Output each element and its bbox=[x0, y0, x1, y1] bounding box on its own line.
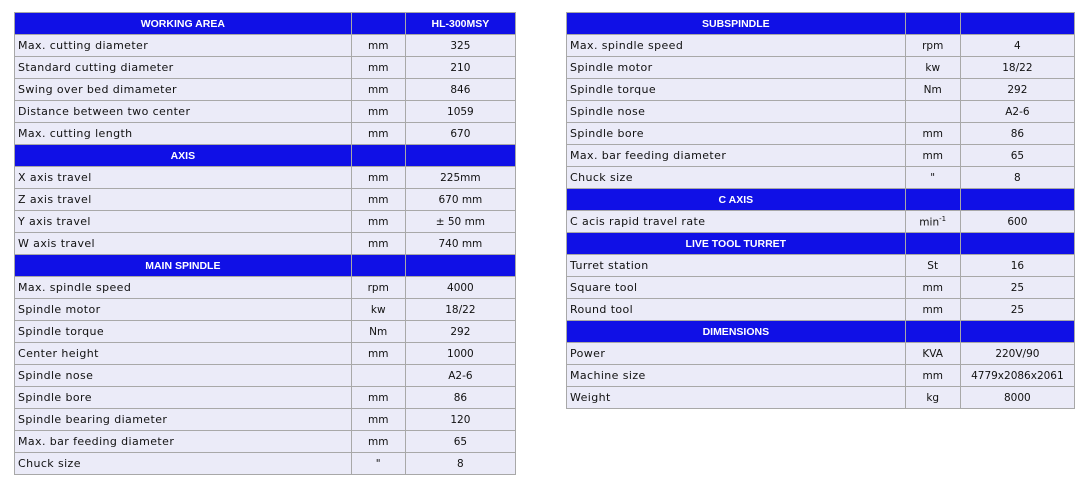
spec-value-text: 120 bbox=[450, 413, 471, 426]
spec-value bbox=[405, 79, 515, 101]
spec-row-spindle-motor bbox=[567, 57, 1075, 79]
spec-value-text: 4 bbox=[1014, 39, 1021, 52]
spec-name-text: Spindle torque bbox=[18, 325, 104, 338]
spec-value-text: 18/22 bbox=[445, 303, 476, 316]
spec-row-spindle-bearing-diameter bbox=[15, 409, 516, 431]
spec-name-text: W axis travel bbox=[18, 237, 96, 250]
spec-unit bbox=[351, 387, 405, 409]
spec-value-text: 1059 bbox=[447, 105, 474, 118]
spec-row-spindle-nose bbox=[567, 101, 1075, 123]
section-title-main-spindle-text: MAIN SPINDLE bbox=[145, 259, 221, 272]
spec-name-text: Machine size bbox=[570, 369, 646, 382]
spec-row-max-cutting-diameter bbox=[15, 35, 516, 57]
spec-value-text: 670 bbox=[450, 127, 471, 140]
spec-row-w-axis-travel bbox=[15, 233, 516, 255]
spec-name-text: Power bbox=[570, 347, 606, 360]
spec-value-text: 86 bbox=[453, 391, 468, 404]
spec-name bbox=[15, 321, 352, 343]
spec-unit-text: KVA bbox=[922, 347, 943, 360]
section-header-axis bbox=[15, 145, 516, 167]
section-header-live-tool-turret bbox=[567, 233, 1075, 255]
spec-value-text: 670 mm bbox=[438, 193, 483, 206]
section-title-dimensions bbox=[567, 321, 906, 343]
spec-unit bbox=[905, 57, 960, 79]
spec-unit bbox=[351, 365, 405, 387]
spec-row-z-axis-travel bbox=[15, 189, 516, 211]
spec-value-text: 740 mm bbox=[438, 237, 483, 250]
spec-unit bbox=[351, 101, 405, 123]
spec-value-text: 292 bbox=[450, 325, 471, 338]
section-header-subspindle bbox=[567, 13, 1075, 35]
spec-unit-text: mm bbox=[367, 171, 389, 184]
spec-name bbox=[15, 79, 352, 101]
spec-row-standard-cutting-diameter bbox=[15, 57, 516, 79]
section-title-subspindle bbox=[567, 13, 906, 35]
spec-unit-text: mm bbox=[922, 369, 943, 382]
spec-unit-text: mm bbox=[922, 281, 943, 294]
spec-name bbox=[567, 299, 906, 321]
spec-name-text: Max. cutting diameter bbox=[18, 39, 149, 52]
spec-value bbox=[405, 189, 515, 211]
spec-name-text: Swing over bed dimameter bbox=[18, 83, 177, 96]
spec-value-text: 65 bbox=[1010, 149, 1025, 162]
spec-unit-text: mm bbox=[367, 39, 389, 52]
section-value-header-working-area-text: HL-300MSY bbox=[431, 17, 490, 30]
spec-name-text: Y axis travel bbox=[18, 215, 91, 228]
spec-value bbox=[405, 409, 515, 431]
spec-unit bbox=[351, 189, 405, 211]
spec-row-distance-between-two-center bbox=[15, 101, 516, 123]
spec-name-text: Spindle motor bbox=[18, 303, 101, 316]
spec-name-text: Spindle motor bbox=[570, 61, 653, 74]
spec-value-text: 65 bbox=[453, 435, 468, 448]
spec-name-text: X axis travel bbox=[18, 171, 92, 184]
spec-value-text: 25 bbox=[1010, 281, 1025, 294]
spec-name bbox=[567, 79, 906, 101]
spec-unit bbox=[351, 277, 405, 299]
spec-value bbox=[405, 167, 515, 189]
spec-name-text: Spindle bearing diameter bbox=[18, 413, 168, 426]
section-value-header-axis bbox=[405, 145, 515, 167]
spec-value-text: 16 bbox=[1010, 259, 1025, 272]
spec-name bbox=[567, 211, 906, 233]
section-title-live-tool-turret bbox=[567, 233, 906, 255]
section-title-working-area bbox=[15, 13, 352, 35]
section-title-subspindle-text: SUBSPINDLE bbox=[701, 17, 770, 30]
spec-value bbox=[405, 343, 515, 365]
spec-value bbox=[960, 57, 1074, 79]
spec-value-text: 8 bbox=[1014, 171, 1021, 184]
spec-unit bbox=[351, 299, 405, 321]
spec-table-right-body bbox=[567, 13, 1075, 409]
spec-name-text: Chuck size bbox=[18, 457, 81, 470]
spec-name-text: Max. bar feeding diameter bbox=[570, 149, 727, 162]
spec-value bbox=[960, 277, 1074, 299]
spec-value-text: A2-6 bbox=[1005, 105, 1030, 118]
spec-name bbox=[15, 167, 352, 189]
spec-unit bbox=[351, 79, 405, 101]
spec-row-swing-over-bed-dimameter bbox=[15, 79, 516, 101]
spec-name bbox=[15, 453, 352, 475]
spec-unit-text: Nm bbox=[369, 325, 388, 338]
spec-name bbox=[567, 35, 906, 57]
spec-row-spindle-nose bbox=[15, 365, 516, 387]
spec-name-text: Distance between two center bbox=[18, 105, 191, 118]
section-title-working-area-text: WORKING AREA bbox=[140, 17, 225, 30]
section-title-c-axis bbox=[567, 189, 906, 211]
spec-value-text: 86 bbox=[1010, 127, 1025, 140]
spec-value-text: 8 bbox=[457, 457, 464, 470]
spec-unit-text: mm bbox=[922, 149, 943, 162]
spec-unit-text: mm bbox=[922, 303, 943, 316]
spec-row-square-tool bbox=[567, 277, 1075, 299]
section-value-header-working-area bbox=[405, 13, 515, 35]
spec-unit-text: mm bbox=[367, 193, 389, 206]
section-title-main-spindle bbox=[15, 255, 352, 277]
spec-unit-text: mm bbox=[367, 61, 389, 74]
spec-unit-text: kg bbox=[926, 391, 940, 404]
spec-value bbox=[960, 79, 1074, 101]
spec-unit bbox=[351, 167, 405, 189]
spec-value bbox=[960, 365, 1074, 387]
spec-value-text: 600 bbox=[1007, 215, 1028, 228]
spec-unit-text: mm bbox=[367, 413, 389, 426]
spec-unit-text: mm bbox=[367, 237, 389, 250]
section-header-c-axis bbox=[567, 189, 1075, 211]
section-unit-header-working-area bbox=[351, 13, 405, 35]
spec-name-text: Square tool bbox=[570, 281, 638, 294]
spec-name-text: Standard cutting diameter bbox=[18, 61, 174, 74]
section-title-dimensions-text: DIMENSIONS bbox=[702, 325, 770, 338]
spec-value-text: 325 bbox=[450, 39, 471, 52]
spec-name bbox=[567, 123, 906, 145]
spec-value bbox=[960, 101, 1074, 123]
spec-name-text: Spindle nose bbox=[18, 369, 94, 382]
section-header-working-area bbox=[15, 13, 516, 35]
spec-unit bbox=[905, 101, 960, 123]
spec-name bbox=[567, 277, 906, 299]
spec-name-text: Chuck size bbox=[570, 171, 633, 184]
spec-row-spindle-bore bbox=[567, 123, 1075, 145]
spec-name bbox=[15, 101, 352, 123]
spec-name bbox=[567, 343, 906, 365]
spec-value bbox=[405, 453, 515, 475]
spec-name-text: Z axis travel bbox=[18, 193, 92, 206]
spec-unit-text: mm bbox=[367, 435, 389, 448]
section-header-dimensions bbox=[567, 321, 1075, 343]
spec-value bbox=[405, 277, 515, 299]
spec-row-turret-station bbox=[567, 255, 1075, 277]
spec-row-max-bar-feeding-diameter bbox=[567, 145, 1075, 167]
spec-row-spindle-torque bbox=[567, 79, 1075, 101]
section-value-header-dimensions bbox=[960, 321, 1074, 343]
spec-name-text: Spindle nose bbox=[570, 105, 646, 118]
spec-name-text: Turret station bbox=[570, 259, 649, 272]
section-unit-header-subspindle bbox=[905, 13, 960, 35]
spec-value bbox=[960, 299, 1074, 321]
spec-name bbox=[15, 343, 352, 365]
spec-value-text: 292 bbox=[1007, 83, 1028, 96]
spec-name bbox=[15, 277, 352, 299]
spec-row-max-cutting-length bbox=[15, 123, 516, 145]
spec-name bbox=[567, 387, 906, 409]
spec-value bbox=[405, 299, 515, 321]
spec-value-text: 846 bbox=[450, 83, 471, 96]
spec-name-text: Max. spindle speed bbox=[570, 39, 684, 52]
spec-table-right bbox=[566, 12, 1075, 409]
spec-value bbox=[960, 145, 1074, 167]
spec-unit-text: rpm bbox=[367, 281, 389, 294]
spec-unit-text: mm bbox=[367, 215, 389, 228]
spec-unit bbox=[351, 123, 405, 145]
spec-name-text: Max. cutting length bbox=[18, 127, 133, 140]
spec-unit-text: " bbox=[375, 457, 381, 470]
spec-name-text: Spindle bore bbox=[570, 127, 644, 140]
spec-row-power bbox=[567, 343, 1075, 365]
spec-value bbox=[960, 167, 1074, 189]
section-unit-header-live-tool-turret bbox=[905, 233, 960, 255]
spec-value-text: 1000 bbox=[447, 347, 474, 360]
spec-name-text: Spindle torque bbox=[570, 83, 656, 96]
spec-value bbox=[960, 211, 1074, 233]
spec-value bbox=[405, 101, 515, 123]
spec-value-text: 18/22 bbox=[1002, 61, 1033, 74]
spec-name bbox=[15, 233, 352, 255]
spec-row-round-tool bbox=[567, 299, 1075, 321]
spec-unit bbox=[905, 79, 960, 101]
spec-unit bbox=[905, 343, 960, 365]
spec-row-spindle-torque bbox=[15, 321, 516, 343]
spec-row-spindle-bore bbox=[15, 387, 516, 409]
spec-unit-text: St bbox=[927, 259, 939, 272]
section-value-header-c-axis bbox=[960, 189, 1074, 211]
spec-unit-text: mm bbox=[922, 127, 943, 140]
spec-unit bbox=[905, 211, 960, 233]
spec-table-left bbox=[14, 12, 516, 475]
section-value-header-subspindle bbox=[960, 13, 1074, 35]
spec-unit bbox=[351, 211, 405, 233]
spec-unit-text: min bbox=[919, 216, 940, 229]
spec-value bbox=[960, 387, 1074, 409]
spec-unit-text: " bbox=[930, 171, 936, 184]
spec-value-text: A2-6 bbox=[448, 369, 473, 382]
spec-value-text: 210 bbox=[450, 61, 471, 74]
spec-value-text: 4000 bbox=[447, 281, 474, 294]
spec-value-text: 220V/90 bbox=[995, 347, 1040, 360]
spec-value-text: ± 50 mm bbox=[435, 215, 486, 228]
section-title-axis-text: AXIS bbox=[170, 149, 196, 162]
spec-unit-text: kw bbox=[370, 303, 386, 316]
spec-name bbox=[15, 409, 352, 431]
spec-unit bbox=[351, 453, 405, 475]
spec-unit bbox=[351, 57, 405, 79]
spec-name bbox=[567, 101, 906, 123]
spec-name bbox=[567, 57, 906, 79]
spec-unit bbox=[905, 365, 960, 387]
spec-unit bbox=[905, 277, 960, 299]
spec-value-text: 225mm bbox=[440, 171, 481, 184]
spec-unit bbox=[351, 233, 405, 255]
spec-name bbox=[15, 189, 352, 211]
section-unit-header-main-spindle bbox=[351, 255, 405, 277]
spec-unit bbox=[351, 321, 405, 343]
spec-unit-text: mm bbox=[367, 83, 389, 96]
spec-name-text: C acis rapid travel rate bbox=[570, 215, 706, 228]
spec-unit-text: kw bbox=[925, 61, 941, 74]
spec-value-text: 4779x2086x2061 bbox=[971, 369, 1064, 382]
spec-row-chuck-size bbox=[15, 453, 516, 475]
spec-unit bbox=[905, 299, 960, 321]
section-title-axis bbox=[15, 145, 352, 167]
spec-unit bbox=[905, 35, 960, 57]
spec-name bbox=[15, 365, 352, 387]
spec-unit bbox=[351, 409, 405, 431]
spec-name bbox=[15, 211, 352, 233]
spec-name-text: Round tool bbox=[570, 303, 634, 316]
spec-value bbox=[405, 57, 515, 79]
spec-name bbox=[15, 57, 352, 79]
spec-name bbox=[15, 431, 352, 453]
spec-name bbox=[15, 35, 352, 57]
spec-value bbox=[405, 123, 515, 145]
spec-value bbox=[960, 343, 1074, 365]
spec-value bbox=[405, 431, 515, 453]
spec-unit-text: Nm bbox=[923, 83, 942, 96]
spec-name-text: Max. bar feeding diameter bbox=[18, 435, 175, 448]
spec-name-text: Center height bbox=[18, 347, 99, 360]
section-header-main-spindle bbox=[15, 255, 516, 277]
spec-value-text: 25 bbox=[1010, 303, 1025, 316]
spec-value bbox=[405, 233, 515, 255]
spec-name-text: Max. spindle speed bbox=[18, 281, 132, 294]
spec-unit bbox=[905, 167, 960, 189]
spec-unit bbox=[351, 35, 405, 57]
spec-row-spindle-motor bbox=[15, 299, 516, 321]
spec-unit-text: mm bbox=[367, 127, 389, 140]
spec-value bbox=[405, 35, 515, 57]
spec-name bbox=[15, 387, 352, 409]
section-title-c-axis-text: C AXIS bbox=[718, 193, 754, 206]
spec-row-x-axis-travel bbox=[15, 167, 516, 189]
spec-row-max-spindle-speed bbox=[15, 277, 516, 299]
spec-row-center-height bbox=[15, 343, 516, 365]
section-value-header-main-spindle bbox=[405, 255, 515, 277]
spec-unit bbox=[351, 343, 405, 365]
section-title-live-tool-turret-text: LIVE TOOL TURRET bbox=[685, 237, 787, 250]
spec-unit bbox=[905, 145, 960, 167]
spec-value bbox=[405, 211, 515, 233]
spec-name bbox=[567, 167, 906, 189]
spec-unit-text: mm bbox=[367, 105, 389, 118]
spec-name bbox=[15, 123, 352, 145]
spec-row-weight bbox=[567, 387, 1075, 409]
spec-unit bbox=[905, 123, 960, 145]
spec-value bbox=[960, 255, 1074, 277]
spec-table-left-body bbox=[15, 13, 516, 475]
spec-value-text: 8000 bbox=[1004, 391, 1031, 404]
section-unit-header-dimensions bbox=[905, 321, 960, 343]
section-unit-header-axis bbox=[351, 145, 405, 167]
spec-unit-text: mm bbox=[367, 391, 389, 404]
spec-name bbox=[567, 255, 906, 277]
section-value-header-live-tool-turret bbox=[960, 233, 1074, 255]
spec-name bbox=[567, 365, 906, 387]
spec-value bbox=[405, 387, 515, 409]
spec-value bbox=[960, 123, 1074, 145]
spec-row-chuck-size bbox=[567, 167, 1075, 189]
spec-unit-text: mm bbox=[367, 347, 389, 360]
spec-value bbox=[405, 321, 515, 343]
spec-unit bbox=[905, 255, 960, 277]
spec-unit bbox=[905, 387, 960, 409]
spec-unit-superscript: -1 bbox=[939, 214, 947, 223]
section-unit-header-c-axis bbox=[905, 189, 960, 211]
spec-value bbox=[405, 365, 515, 387]
spec-unit-text: rpm bbox=[922, 39, 944, 52]
spec-name-text: Spindle bore bbox=[18, 391, 92, 404]
spec-row-machine-size bbox=[567, 365, 1075, 387]
spec-row-max-spindle-speed bbox=[567, 35, 1075, 57]
spec-row-c-acis-rapid-travel-rate bbox=[567, 211, 1075, 233]
spec-row-y-axis-travel bbox=[15, 211, 516, 233]
spec-name bbox=[567, 145, 906, 167]
spec-value bbox=[960, 35, 1074, 57]
spec-unit bbox=[351, 431, 405, 453]
spec-name bbox=[15, 299, 352, 321]
spec-row-max-bar-feeding-diameter bbox=[15, 431, 516, 453]
spec-name-text: Weight bbox=[570, 391, 611, 404]
